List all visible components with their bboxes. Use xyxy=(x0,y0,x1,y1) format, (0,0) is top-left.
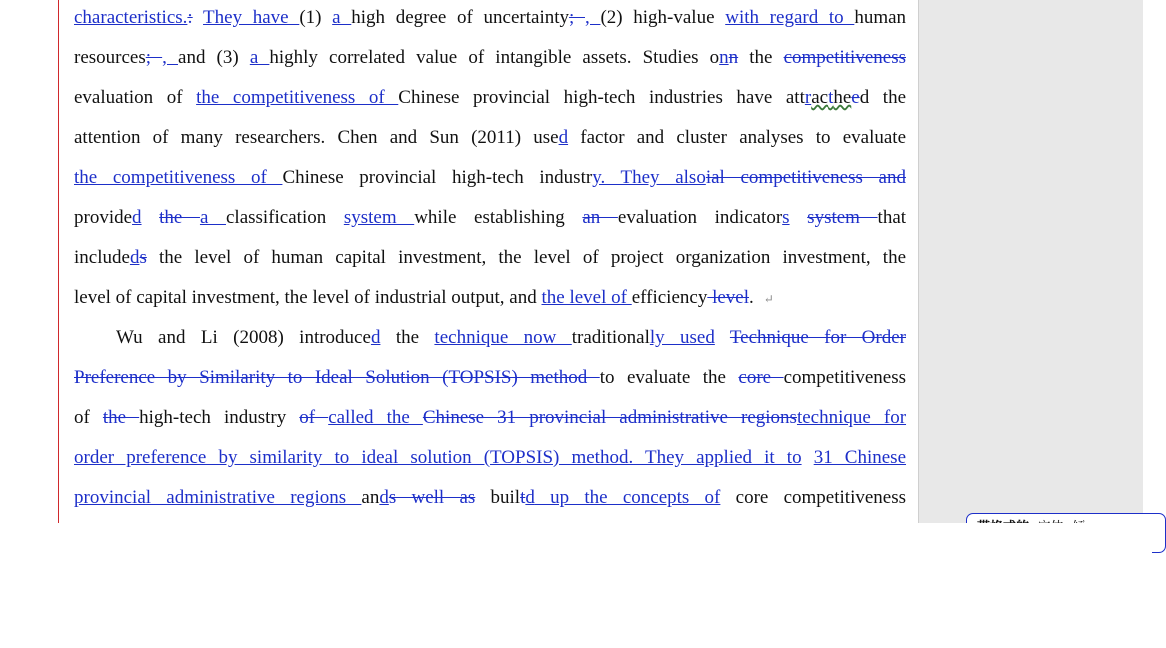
inserted-text: r xyxy=(804,87,812,108)
text-run: high degree of uncertainty xyxy=(351,7,570,28)
text-run: classification xyxy=(225,207,344,228)
markup-pane xyxy=(919,0,1143,523)
deleted-text: the xyxy=(159,207,200,228)
text-line xyxy=(74,118,906,158)
inserted-text: characteristics. xyxy=(74,7,188,28)
deleted-text: ; xyxy=(569,7,585,28)
text-run: . xyxy=(749,287,754,308)
inserted-text: technique for xyxy=(796,407,907,428)
deleted-text: competitiveness xyxy=(783,47,906,68)
text-run: high-tech industry xyxy=(139,407,300,428)
deleted-text: ; xyxy=(145,47,163,68)
inserted-text: 31 Chinese xyxy=(813,447,907,468)
inserted-text: y. They also xyxy=(592,167,706,188)
deleted-text: e xyxy=(851,87,860,108)
text-run: efficiency xyxy=(631,287,708,308)
spelling-flag: he xyxy=(833,87,852,108)
text-line xyxy=(74,318,906,358)
inserted-text: n xyxy=(719,47,729,68)
text-run: the xyxy=(869,87,906,108)
text-line xyxy=(74,358,906,398)
text-run: of xyxy=(74,407,103,428)
text-run: (1) xyxy=(299,7,333,28)
inserted-text: , xyxy=(585,7,601,28)
blank-region xyxy=(0,523,1152,648)
text-line xyxy=(74,438,906,478)
text-line xyxy=(74,78,906,118)
spelling-flag: ac xyxy=(811,87,829,108)
text-run: evaluation indicator xyxy=(617,207,783,228)
text-run: d xyxy=(859,87,870,108)
text-run: attention of many researchers. Chen and Sun (2011) use xyxy=(74,127,559,148)
inserted-text: the competitiveness of xyxy=(196,87,399,108)
text-run: highly correlated value of intangible assets. Studies o xyxy=(269,47,720,68)
text-run: resources xyxy=(74,47,146,68)
text-run: that xyxy=(877,207,907,228)
deleted-text: ial competitiveness and xyxy=(705,167,906,188)
deleted-text: Preference by Similarity to Ideal Solution (TOPSIS) method xyxy=(74,367,600,388)
deleted-text: n xyxy=(728,47,739,68)
text-run: Wu and Li (2008) introduce xyxy=(116,327,371,348)
deleted-text: Technique for Order xyxy=(729,327,906,348)
text-run: (2) high-value xyxy=(600,7,726,28)
inserted-text: technique now xyxy=(434,327,572,348)
inserted-text: a xyxy=(249,47,270,68)
deleted-text: Chinese 31 provincial administrative regions xyxy=(422,407,797,428)
text-line xyxy=(74,278,906,318)
text-line xyxy=(74,398,906,438)
inserted-text: a xyxy=(332,7,352,28)
page-margin-line xyxy=(58,0,59,523)
deleted-text: : xyxy=(187,7,193,28)
inserted-text: d xyxy=(379,487,389,508)
text-run: evaluation of xyxy=(74,87,197,108)
text-run: an xyxy=(361,487,380,508)
inserted-text: provincial administrative regions xyxy=(74,487,362,508)
inserted-text: called the xyxy=(328,407,423,428)
text-run: include xyxy=(74,247,130,268)
deleted-text: an xyxy=(582,207,618,228)
deleted-text: of xyxy=(299,407,329,428)
inserted-text: system xyxy=(343,207,415,228)
text-run: Chinese provincial high-tech industr xyxy=(282,167,593,188)
inserted-text: d xyxy=(370,327,381,348)
inserted-text: , xyxy=(162,47,179,68)
text-run: Chinese provincial high-tech industries have att xyxy=(398,87,805,108)
inserted-text: up the concepts of xyxy=(534,487,721,508)
inserted-text: d xyxy=(525,487,535,508)
text-line xyxy=(74,478,906,518)
inserted-text: the level of xyxy=(541,287,632,308)
text-run: traditional xyxy=(571,327,650,348)
text-run: to evaluate the xyxy=(599,367,739,388)
text-run: human xyxy=(854,7,907,28)
inserted-text: order preference by similarity to ideal solution (TOPSIS) method. They applied it to xyxy=(74,447,802,468)
text-line xyxy=(74,238,906,278)
text-run: while establishing xyxy=(414,207,583,228)
inserted-text: with regard to xyxy=(725,7,855,28)
text-line xyxy=(74,198,906,238)
paragraph-mark-icon: ↵ xyxy=(763,292,774,306)
inserted-text: the competitiveness of xyxy=(74,167,283,188)
text-line xyxy=(74,38,906,78)
text-run: core competitiveness xyxy=(720,487,906,508)
inserted-text: ly used xyxy=(649,327,715,348)
inserted-text: d xyxy=(132,207,142,228)
text-run: provide xyxy=(74,207,133,228)
inserted-text: s xyxy=(782,207,790,228)
deleted-text: t xyxy=(520,487,526,508)
deleted-text: the xyxy=(102,407,140,428)
inserted-text: a xyxy=(199,207,226,228)
inserted-text: They have xyxy=(203,7,300,28)
deleted-text: s xyxy=(139,247,147,268)
text-run: level of capital investment, the level of industrial output, and xyxy=(74,287,542,308)
deleted-text: level xyxy=(707,287,750,308)
text-run xyxy=(790,207,808,228)
deleted-text: t xyxy=(828,87,834,108)
text-line xyxy=(74,0,906,38)
text-run: the xyxy=(738,47,784,68)
deleted-text: system xyxy=(807,207,878,228)
text-run: competitiveness xyxy=(783,367,906,388)
text-run: factor and cluster analyses to evaluate xyxy=(568,127,907,148)
text-run: the xyxy=(380,327,435,348)
text-run: and (3) xyxy=(178,47,250,68)
text-run xyxy=(142,207,160,228)
deleted-text: s well as xyxy=(388,487,476,508)
text-run xyxy=(193,7,203,28)
inserted-text: d xyxy=(558,127,569,148)
text-run: the level of human capital investment, the level of project organization investment, the xyxy=(146,247,906,268)
text-line xyxy=(74,158,906,198)
text-run xyxy=(802,447,814,468)
text-run xyxy=(715,327,730,348)
inserted-text: d xyxy=(129,247,140,268)
text-run: buil xyxy=(475,487,521,508)
deleted-text: core xyxy=(738,367,784,388)
